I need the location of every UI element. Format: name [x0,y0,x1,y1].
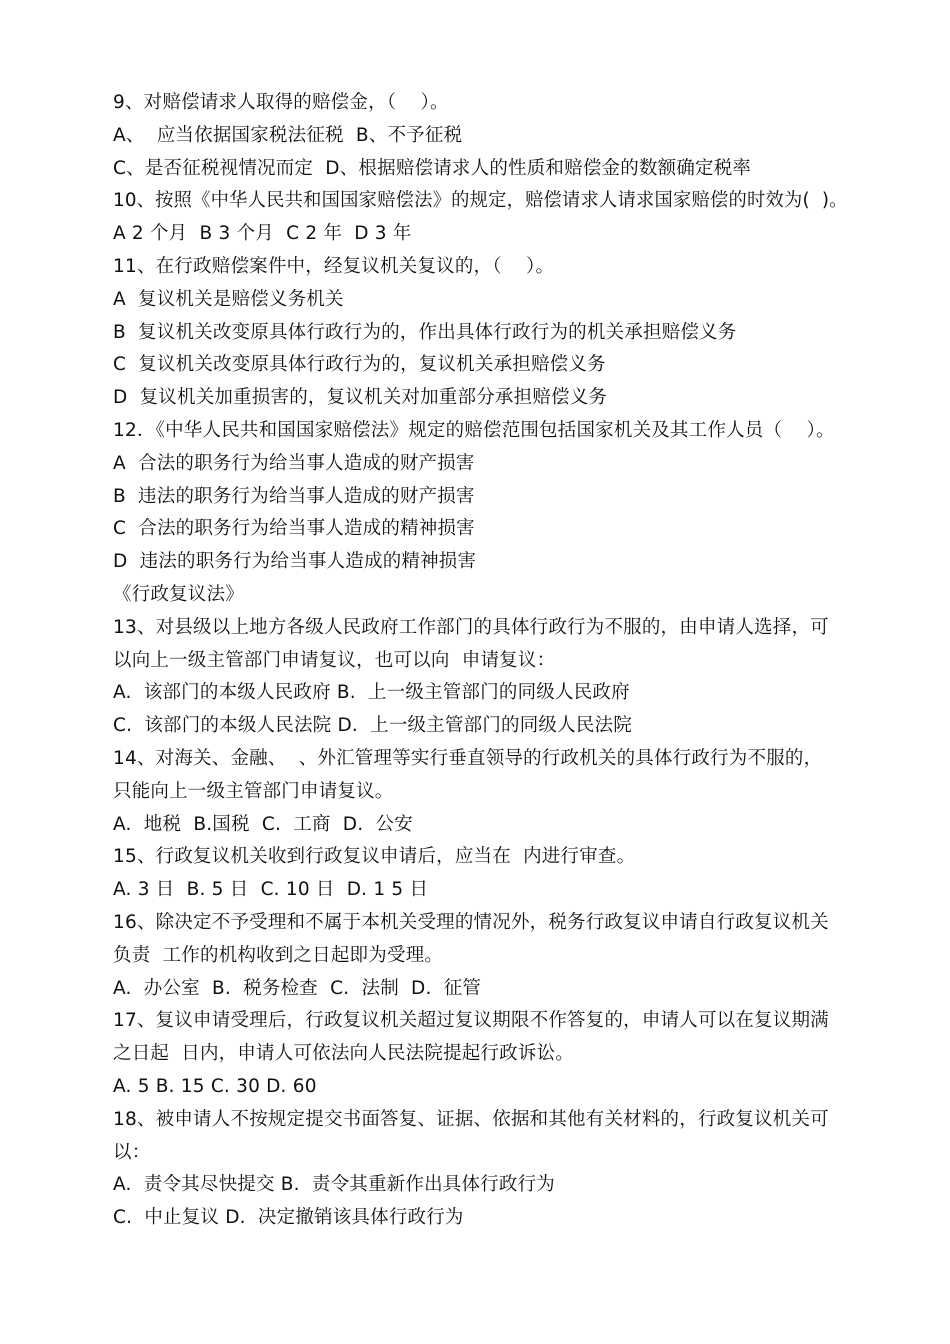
text-line: A 2 个月 B 3 个月 C 2 年 D 3 年 [113,223,412,245]
text-line: 负责 工作的机构收到之日起即为受理。 [113,944,444,966]
text-line: 11、在行政赔偿案件中，经复议机关复议的，（ ）。 [113,255,555,277]
text-line: C、是否征税视情况而定 D、根据赔偿请求人的性质和赔偿金的数额确定税率 [113,157,752,179]
text-line: 只能向上一级主管部门申请复议。 [113,780,394,802]
text-line: 10、按照《中华人民共和国国家赔偿法》的规定，赔偿请求人请求国家赔偿的时效为( )。 [113,190,848,212]
text-line: 12．《中华人民共和国国家赔偿法》规定的赔偿范围包括国家机关及其工作人员（ ）。 [113,419,835,441]
text-line: 14、对海关、金融、 、外汇管理等实行垂直领导的行政机关的具体行政行为不服的， [113,747,823,769]
document-body [113,87,848,1235]
text-line: 之日起 日内，申请人可依法向人民法院提起行政诉讼。 [113,1043,574,1065]
text-line: A 合法的职务行为给当事人造成的财产损害 [113,452,475,474]
text-line: A. 办公室 B. 税务检查 C. 法制 D. 征管 [113,977,482,999]
text-line: 15、行政复议机关收到行政复议申请后，应当在 内进行审查。 [113,846,636,868]
text-line: A 复议机关是赔偿义务机关 [113,288,344,310]
text-line: B 违法的职务行为给当事人造成的财产损害 [113,485,475,507]
text-line: A. 责令其尽快提交 B. 责令其重新作出具体行政行为 [113,1174,555,1196]
text-line: 13、对县级以上地方各级人民政府工作部门的具体行政行为不服的，由申请人选择，可 [113,616,829,638]
text-line: A. 该部门的本级人民政府 B. 上一级主管部门的同级人民政府 [113,682,630,704]
text-line: A. 地税 B.国税 C. 工商 D. 公安 [113,813,413,835]
text-line: B 复议机关改变原具体行政行为的，作出具体行政行为的机关承担赔偿义务 [113,321,737,343]
text-line: A. 3 日 B. 5 日 C. 10 日 D. 1 5 日 [113,879,429,901]
text-line: 17、复议申请受理后，行政复议机关超过复议期限不作答复的，申请人可以在复议期满 [113,1010,829,1032]
text-line: C 合法的职务行为给当事人造成的精神损害 [113,518,475,540]
text-line: 《行政复议法》 [113,583,244,605]
text-line: 以： [113,1141,151,1163]
text-line: 18、被申请人不按规定提交书面答复、证据、依据和其他有关材料的，行政复议机关可 [113,1108,829,1130]
text-line: 9、对赔偿请求人取得的赔偿金，（ ）。 [113,92,449,113]
text-line: D 复议机关加重损害的，复议机关对加重部分承担赔偿义务 [113,387,608,409]
text-line: 以向上一级主管部门申请复议，也可以向 申请复议： [113,649,556,671]
text-line: D 违法的职务行为给当事人造成的精神损害 [113,551,477,573]
text-line: 16、除决定不予受理和不属于本机关受理的情况外，税务行政复议申请自行政复议机关 [113,911,829,933]
text-line: A、 应当依据国家税法征税 B、不予征税 [113,124,463,146]
text-line: C. 中止复议 D. 决定撤销该具体行政行为 [113,1207,464,1229]
text-line: C. 该部门的本级人民法院 D. 上一级主管部门的同级人民法院 [113,715,632,737]
text-line: A. 5 B. 15 C. 30 D. 60 [113,1075,317,1097]
text-line: C 复议机关改变原具体行政行为的，复议机关承担赔偿义务 [113,354,606,376]
